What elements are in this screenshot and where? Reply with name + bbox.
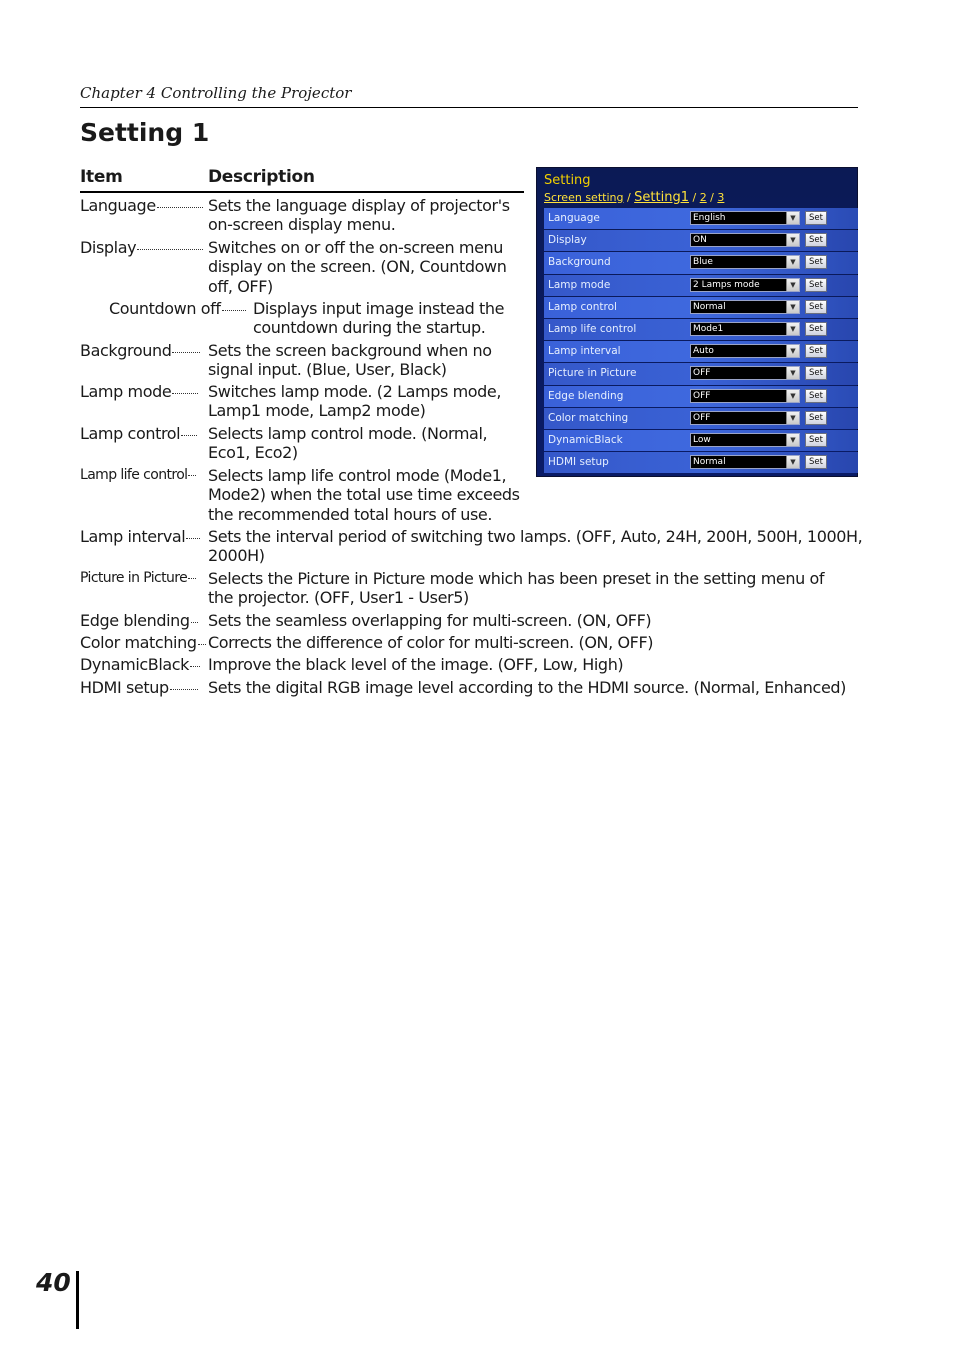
osd-row-label: Background (548, 256, 611, 269)
osd-dropdown[interactable] (690, 300, 800, 314)
osd-row (544, 363, 858, 384)
osd-row (544, 208, 858, 229)
osd-row-label: Lamp life control (548, 322, 637, 335)
osd-title: Setting (544, 173, 591, 188)
page-number-bar (76, 1271, 79, 1329)
item-term: Language (80, 196, 203, 215)
item-term: Edge blending (80, 611, 198, 630)
item-term: HDMI setup (80, 678, 198, 697)
chevron-down-icon[interactable]: ▼ (786, 212, 799, 224)
osd-row (544, 275, 858, 296)
osd-crumb-current: Setting1 (634, 190, 689, 205)
osd-dropdown[interactable] (690, 344, 800, 358)
osd-set-button[interactable]: Set (805, 344, 827, 358)
item-description: Selects the Picture in Picture mode which has been preset in the setting menu of the projector. (OFF, User1 - User5) (208, 569, 825, 608)
osd-row (544, 230, 858, 251)
section-title: Setting 1 (80, 118, 210, 147)
osd-dropdown[interactable] (690, 278, 800, 292)
osd-set-button[interactable]: Set (805, 433, 827, 447)
osd-dropdown-value: Mode1 (693, 323, 724, 334)
osd-dropdown-value: Low (693, 434, 711, 445)
item-term: Picture in Picture (80, 569, 196, 588)
page-number: 40 (36, 1268, 71, 1297)
header-rule (80, 107, 858, 108)
chevron-down-icon[interactable]: ▼ (786, 279, 799, 291)
osd-dropdown[interactable] (690, 366, 800, 380)
item-term: Lamp control (80, 424, 197, 443)
column-header-item: Item (80, 167, 123, 187)
osd-breadcrumb (544, 190, 724, 205)
osd-set-button[interactable]: Set (805, 411, 827, 425)
item-term: Lamp life control (80, 466, 196, 485)
osd-set-button[interactable]: Set (805, 255, 827, 269)
osd-row (544, 386, 858, 407)
osd-row (544, 297, 858, 318)
osd-set-button[interactable]: Set (805, 300, 827, 314)
osd-row-label: Picture in Picture (548, 367, 637, 380)
osd-dropdown[interactable] (690, 233, 800, 247)
item-description: Switches lamp mode. (2 Lamps mode, Lamp1 mode, Lamp2 mode) (208, 382, 502, 421)
osd-set-button[interactable]: Set (805, 366, 827, 380)
chapter-title: Chapter 4 Controlling the Projector (80, 84, 352, 102)
osd-set-button[interactable]: Set (805, 278, 827, 292)
table-header-rule (80, 191, 524, 193)
osd-dropdown-value: Auto (693, 346, 714, 357)
osd-row-label: Lamp control (548, 300, 617, 313)
item-term: Lamp mode (80, 382, 198, 401)
osd-dropdown-value: OFF (693, 412, 711, 423)
osd-row-label: HDMI setup (548, 456, 609, 469)
osd-row-label: Color matching (548, 411, 629, 424)
osd-crumb-screen-setting[interactable]: Screen setting (544, 191, 624, 204)
item-description: Sets the interval period of switching two lamps. (OFF, Auto, 24H, 200H, 500H, 1000H, 2000H) (208, 527, 863, 566)
item-term: Lamp interval (80, 527, 200, 546)
osd-dropdown[interactable] (690, 322, 800, 336)
chevron-down-icon[interactable]: ▼ (786, 345, 799, 357)
osd-crumb-page-2[interactable]: 2 (699, 191, 707, 204)
item-description: Selects lamp life control mode (Mode1, Mode2) when the total use time exceeds the recommended total hours of use. (208, 466, 520, 524)
item-description: Sets the digital RGB image level according to the HDMI source. (Normal, Enhanced) (208, 678, 846, 697)
osd-row (544, 252, 858, 273)
chevron-down-icon[interactable]: ▼ (786, 234, 799, 246)
item-description: Switches on or off the on-screen menu display on the screen. (ON, Countdown off, OFF) (208, 238, 507, 296)
chevron-down-icon[interactable]: ▼ (786, 367, 799, 379)
chevron-down-icon[interactable]: ▼ (786, 456, 799, 468)
osd-dropdown[interactable] (690, 455, 800, 469)
chevron-down-icon[interactable]: ▼ (786, 301, 799, 313)
osd-row-label: DynamicBlack (548, 433, 623, 446)
osd-dropdown-value: Normal (693, 301, 726, 312)
osd-crumb-separator: / (688, 191, 700, 204)
osd-set-button[interactable]: Set (805, 455, 827, 469)
column-header-description: Description (208, 167, 315, 187)
osd-dropdown-value: 2 Lamps mode (693, 279, 760, 290)
item-term: Color matching (80, 633, 206, 652)
item-description: Displays input image instead the countdown during the startup. (253, 299, 505, 338)
osd-row (544, 408, 858, 429)
osd-dropdown[interactable] (690, 211, 800, 225)
item-description: Improve the black level of the image. (OFF, Low, High) (208, 655, 624, 674)
chevron-down-icon[interactable]: ▼ (786, 412, 799, 424)
osd-dropdown-value: Blue (693, 257, 713, 268)
osd-dropdown-value: Normal (693, 457, 726, 468)
osd-set-button[interactable]: Set (805, 233, 827, 247)
osd-row (544, 452, 858, 473)
osd-crumb-separator: / (706, 191, 718, 204)
osd-row (544, 430, 858, 451)
osd-row-label: Lamp interval (548, 345, 621, 358)
osd-row-label: Language (548, 212, 600, 224)
osd-dropdown[interactable] (690, 255, 800, 269)
item-term: Display (80, 238, 203, 257)
item-description: Sets the seamless overlapping for multi-screen. (ON, OFF) (208, 611, 652, 630)
chevron-down-icon[interactable]: ▼ (786, 434, 799, 446)
osd-dropdown[interactable] (690, 411, 800, 425)
osd-dropdown-value: English (693, 213, 726, 223)
chevron-down-icon[interactable]: ▼ (786, 390, 799, 402)
osd-row-label: Display (548, 234, 587, 247)
osd-dropdown-value: OFF (693, 368, 711, 379)
osd-row (544, 341, 858, 362)
osd-rows (544, 208, 858, 474)
osd-crumb-separator: / (623, 191, 635, 204)
osd-dropdown-value: OFF (693, 390, 711, 401)
osd-set-button[interactable]: Set (805, 389, 827, 403)
osd-crumb-page-3[interactable]: 3 (717, 191, 725, 204)
chevron-down-icon[interactable]: ▼ (786, 323, 799, 335)
item-description: Corrects the difference of color for multi-screen. (ON, OFF) (208, 633, 654, 652)
osd-dropdown-value: ON (693, 235, 707, 246)
item-term: Background (80, 341, 200, 360)
osd-setting-menu (536, 167, 858, 477)
item-description: Sets the screen background when no signal input. (Blue, User, Black) (208, 341, 492, 380)
osd-dropdown[interactable] (690, 433, 800, 447)
osd-dropdown[interactable] (690, 389, 800, 403)
osd-row-label: Lamp mode (548, 278, 611, 291)
item-term: DynamicBlack (80, 655, 200, 674)
osd-row-label: Edge blending (548, 389, 624, 402)
osd-set-button[interactable]: Set (805, 211, 827, 225)
item-term: Countdown off (109, 299, 246, 318)
chevron-down-icon[interactable]: ▼ (786, 256, 799, 268)
osd-row (544, 319, 858, 340)
osd-set-button[interactable]: Set (805, 322, 827, 336)
item-description: Selects lamp control mode. (Normal, Eco1, Eco2) (208, 424, 488, 463)
item-description: Sets the language display of projector's on-screen display menu. (208, 196, 510, 235)
